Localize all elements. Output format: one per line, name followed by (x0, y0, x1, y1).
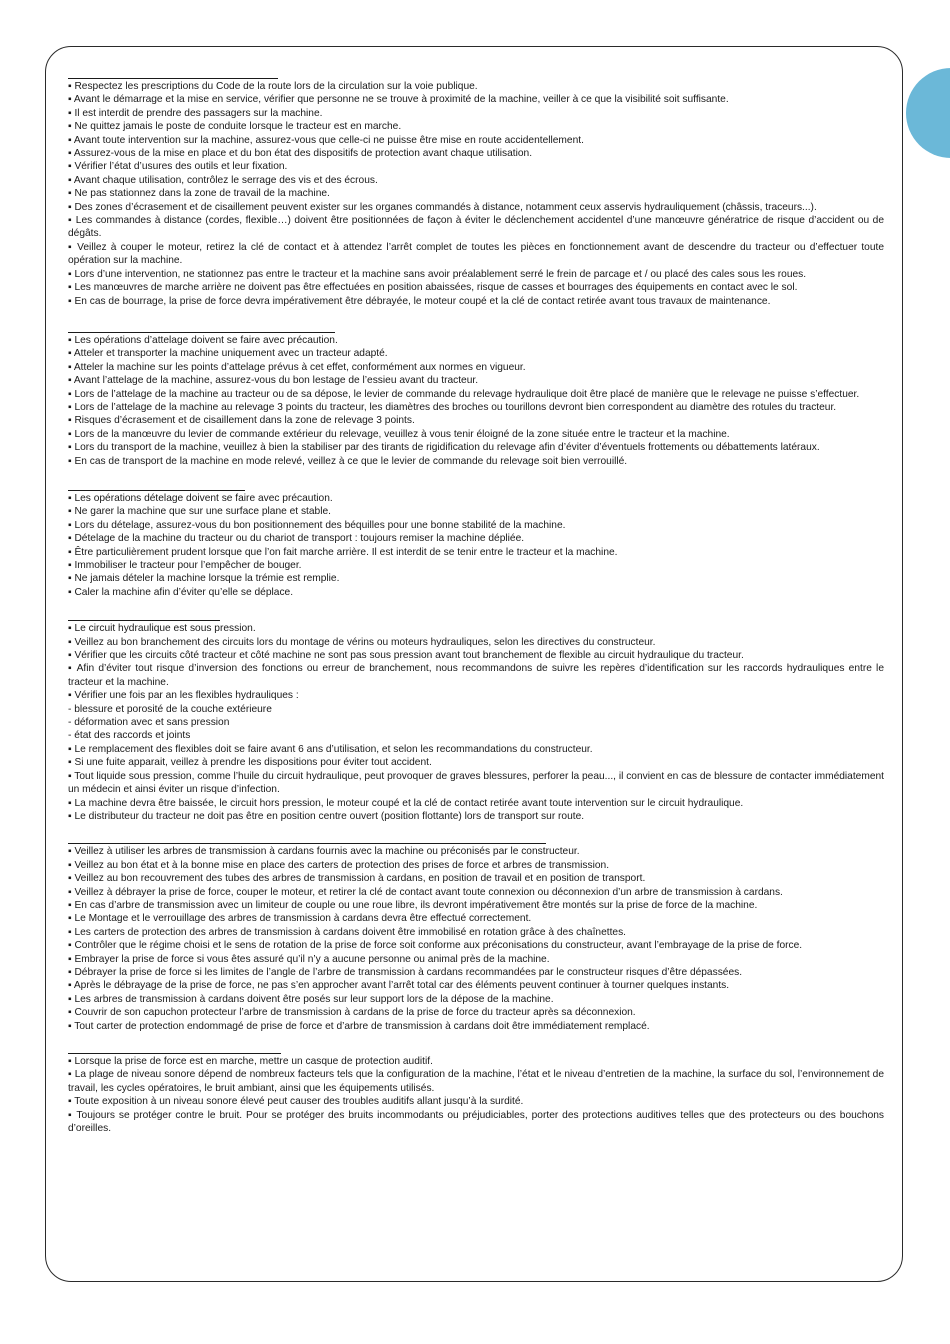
instruction-item: ▪ Les manœuvres de marche arrière ne doivent pas être effectuées en position abaissées, risque de casses et bourrages des équipements en contact avec le sol. (68, 282, 798, 294)
instruction-item: ▪ Respectez les prescriptions du Code de la route lors de la circulation sur la voie publique. (68, 81, 478, 92)
instruction-item: ▪ Risques d’écrasement et de cisaillement dans la zone de relevage 3 points. (68, 415, 415, 427)
instruction-item: ▪ Ne pas stationnez dans la zone de travail de la machine. (68, 188, 330, 200)
instruction-item: ▪ Veillez au bon état et à la bonne mise en place des carters de protection des prises de force et arbres de transmission. (68, 859, 610, 871)
section-heading-rule (68, 1053, 281, 1054)
instruction-item: ▪ Lors du dételage, assurez-vous du bon positionnement des béquilles pour une bonne stabilité de la machine. (68, 519, 566, 531)
section-heading-rule (68, 620, 220, 621)
instruction-item: ▪ En cas de transport de la machine en mode relevé, veillez à ce que le levier de commande du relevage soit bien verrouillé. (68, 455, 628, 467)
instruction-item: ▪ Les opérations d’attelage doivent se faire avec précaution. (68, 334, 338, 346)
section-hitching (68, 332, 884, 468)
instruction-item: ▪ Le remplacement des flexibles doit se faire avant 6 ans d’utilisation, et selon les recommandations du constructeur. (68, 743, 593, 755)
instruction-item: ▪ Avant l’attelage de la machine, assurez-vous du bon lestage de l’essieu avant du tracteur. (68, 375, 479, 387)
instruction-item: ▪ Si une fuite apparait, veillez à prendre les dispositions pour éviter tout accident. (68, 757, 432, 769)
instruction-item: ▪ Toujours se protéger contre le bruit. Pour se protéger des bruits incommodants ou préjudiciables, porter des protections auditives telles que des protecteurs ou des bouchons d’oreilles. (68, 1109, 884, 1135)
instruction-item: ▪ Lors de l’attelage de la machine au tracteur ou de sa dépose, le levier de commande du relevage hydraulique doit être placé de manière que le relevage ne puisse s’effectuer. (68, 388, 860, 400)
instruction-item: ▪ La plage de niveau sonore dépend de nombreux facteurs tels que la configuration de la machine, l’état et le niveau d’entretien de la machine, la surface du sol, l’environnement de travail, les cycles opératoires, le bruit ambiant, ainsi que les équipements utilisés. (68, 1069, 884, 1094)
instruction-item: ▪ Il est interdit de prendre des passagers sur la machine. (68, 107, 323, 119)
instruction-item: ▪ Ne quittez jamais le poste de conduite lorsque le tracteur est en marche. (68, 121, 402, 133)
instruction-item: ▪ Lors du transport de la machine, veuillez à bien la stabiliser par des tirants de rigidification du relevage afin d’éviter d’éventuels frottements ou débattements latéraux. (68, 442, 820, 454)
instruction-item: ▪ Veillez au bon recouvrement des tubes des arbres de transmission à cardans, en position de travail et en position de transport. (68, 873, 646, 885)
section-heading-rule (68, 78, 278, 79)
instruction-item: ▪ Le circuit hydraulique est sous pression. (68, 623, 256, 635)
instruction-item: ▪ En cas de bourrage, la prise de force devra impérativement être débrayée, le moteur coupé et la clé de contact retirée avant tous travaux de maintenance. (68, 295, 771, 307)
instruction-item: ▪ Assurez-vous de la mise en place et du bon état des dispositifs de protection avant chaque utilisation. (68, 148, 533, 160)
instruction-item: ▪ Contrôler que le régime choisi et le sens de rotation de la prise de force soit conforme aux préconisations du constructeur, avant l’embrayage de la prise de force. (68, 940, 803, 952)
instruction-item: ▪ Lors d’une intervention, ne stationnez pas entre le tracteur et la machine sans avoir préalablement serré le frein de parcage et / ou placé des cales sous les roues. (68, 268, 807, 280)
instruction-item: ▪ La machine devra être baissée, le circuit hors pression, le moteur coupé et la clé de contact retirée avant toute intervention sur le circuit hydraulique. (68, 797, 744, 809)
instruction-item: ▪ Le distributeur du tracteur ne doit pas être en position centre ouvert (position flottante) lors de transport sur route. (68, 810, 585, 822)
instruction-item: - état des raccords et joints (68, 730, 191, 742)
instruction-item: - blessure et porosité de la couche extérieure (68, 703, 272, 715)
section-heading-rule (68, 332, 335, 333)
safety-instructions (68, 78, 884, 1135)
instruction-item: ▪ En cas d’arbre de transmission avec un limiteur de couple ou une roue libre, ils devront impérativement être montés sur la prise de force de la machine. (68, 899, 758, 911)
instruction-item: ▪ Des zones d’écrasement et de cisaillement peuvent exister sur les organes commandés à distance, notamment ceux asservis hydrauliquement (châssis, traceurs...). (68, 201, 817, 213)
instruction-item: ▪ Ne jamais dételer la machine lorsque la trémie est remplie. (68, 573, 340, 585)
section-hydraulic (68, 620, 884, 823)
section-cardan (68, 843, 884, 1033)
section-road (68, 78, 884, 308)
instruction-item: ▪ Dételage de la machine du tracteur ou du chariot de transport : toujours remiser la machine dépliée. (68, 533, 525, 545)
instruction-item: ▪ Atteler et transporter la machine uniquement avec un tracteur adapté. (68, 348, 388, 360)
instruction-item: ▪ Les opérations dételage doivent se faire avec précaution. (68, 492, 333, 504)
section-heading-rule (68, 490, 245, 491)
instruction-item: ▪ Veillez au bon branchement des circuits lors du montage de vérins ou moteurs hydrauliques, selon les directives du constructeur. (68, 636, 656, 648)
instruction-item: ▪ Après le débrayage de la prise de force, ne pas s’en approcher avant l’arrêt total car des éléments peuvent continuer à tourner quelques instants. (68, 980, 730, 992)
instruction-item: ▪ Le Montage et le verrouillage des arbres de transmission à cardans devra être effectué correctement. (68, 913, 532, 925)
instruction-item: ▪ Avant le démarrage et la mise en service, vérifier que personne ne se trouve à proximité de la machine, veiller à ce que la visibilité soit suffisante. (68, 94, 729, 106)
instruction-item: ▪ Afin d’éviter tout risque d’inversion des fonctions ou erreur de branchement, nous recommandons de suivre les repères d’identification sur les raccords hydrauliques entre le tracteur et la machine. (68, 663, 884, 688)
instruction-item: ▪ Les arbres de transmission à cardans doivent être posés sur leur support lors de la dépose de la machine. (68, 993, 554, 1005)
instruction-item: ▪ Immobiliser le tracteur pour l’empêcher de bouger. (68, 560, 302, 571)
instruction-item: ▪ Atteler la machine sur les points d’attelage prévus à cet effet, conformément aux normes en vigueur. (68, 361, 526, 373)
instruction-item: ▪ Les carters de protection des arbres de transmission à cardans doivent être immobilisé en rotation grâce à des chaînettes. (68, 926, 626, 938)
instruction-item: ▪ Couvrir de son capuchon protecteur l’arbre de transmission à cardans de la prise de force du tracteur après sa déconnexion. (68, 1007, 636, 1019)
instruction-item: ▪ Débrayer la prise de force si les limites de l’angle de l’arbre de transmission à cardans recommandées par le constructeur risques d’être dépassées. (68, 966, 743, 978)
chapter-tab-marker (906, 68, 950, 158)
instruction-item: ▪ Lors de l’attelage de la machine au relevage 3 points du tracteur, les diamètres des broches ou tourillons devront bien correspondent au diamètre des rotules du tracteur. (68, 401, 837, 413)
instruction-item: ▪ Être particulièrement prudent lorsque que l’on fait marche arrière. Il est interdit de se tenir entre le tracteur et la machine. (68, 546, 618, 558)
instruction-item: ▪ Lors de la manœuvre du levier de commande extérieur du relevage, veuillez à vous tenir éloigné de la zone située entre le tracteur et la machine. (68, 428, 730, 440)
instruction-item: ▪ Avant chaque utilisation, contrôlez le serrage des vis et des écrous. (68, 174, 378, 186)
instruction-item: ▪ Embrayer la prise de force si vous êtes assuré qu’il n’y a aucune personne ou animal près de la machine. (68, 953, 550, 965)
instruction-item: ▪ Tout carter de protection endommagé de prise de force et d’arbre de transmission à cardans doit être immédiatement remplacé. (68, 1020, 650, 1032)
instruction-item: ▪ Veillez à utiliser les arbres de transmission à cardans fournis avec la machine ou préconisés par le constructeur. (68, 846, 580, 858)
instruction-item: ▪ Vérifier que les circuits côté tracteur et côté machine ne sont pas sous pression avant tout branchement de flexible au circuit hydraulique du tracteur. (68, 650, 744, 662)
instruction-item: ▪ Toute exposition à un niveau sonore élevé peut causer des troubles auditifs allant jusqu’à la surdité. (68, 1096, 524, 1108)
instruction-item: ▪ Lorsque la prise de force est en marche, mettre un casque de protection auditif. (68, 1056, 433, 1067)
instruction-item: ▪ Tout liquide sous pression, comme l’huile du circuit hydraulique, peut provoquer de graves blessures, perforer la peau..., il convient en cas de blessure de contacter immédiatement un médecin et ainsi éviter un risque d’infection. (68, 770, 884, 796)
section-heading-rule (68, 843, 546, 844)
instruction-item: ▪ Les commandes à distance (cordes, flexible…) doivent être positionnées de façon à éviter le déclenchement accidentel d’une manœuvre génératrice de risque d’accident ou de dégâts. (68, 215, 884, 240)
section-noise (68, 1053, 884, 1135)
instruction-item: - déformation avec et sans pression (68, 717, 230, 729)
instruction-item: ▪ Vérifier l’état d’usures des outils et leur fixation. (68, 161, 288, 173)
section-unhitching (68, 490, 884, 599)
instruction-item: ▪ Avant toute intervention sur la machine, assurez-vous que celle-ci ne puisse être mise en route accidentellement. (68, 134, 584, 146)
instruction-item: ▪ Vérifier une fois par an les flexibles hydrauliques : (68, 690, 299, 702)
instruction-item: ▪ Caler la machine afin d’éviter qu’elle se déplace. (68, 586, 294, 598)
instruction-item: ▪ Veillez à couper le moteur, retirez la clé de contact et à attendez l’arrêt complet de toutes les pièces en fonctionnement avant de descendre du tracteur ou d’effectuer toute opération sur la machine. (68, 241, 884, 267)
instruction-item: ▪ Veillez à débrayer la prise de force, couper le moteur, et retirer la clé de contact avant toute connexion ou déconnexion d’un arbre de transmission à cardans. (68, 886, 783, 898)
instruction-item: ▪ Ne garer la machine que sur une surface plane et stable. (68, 506, 331, 518)
